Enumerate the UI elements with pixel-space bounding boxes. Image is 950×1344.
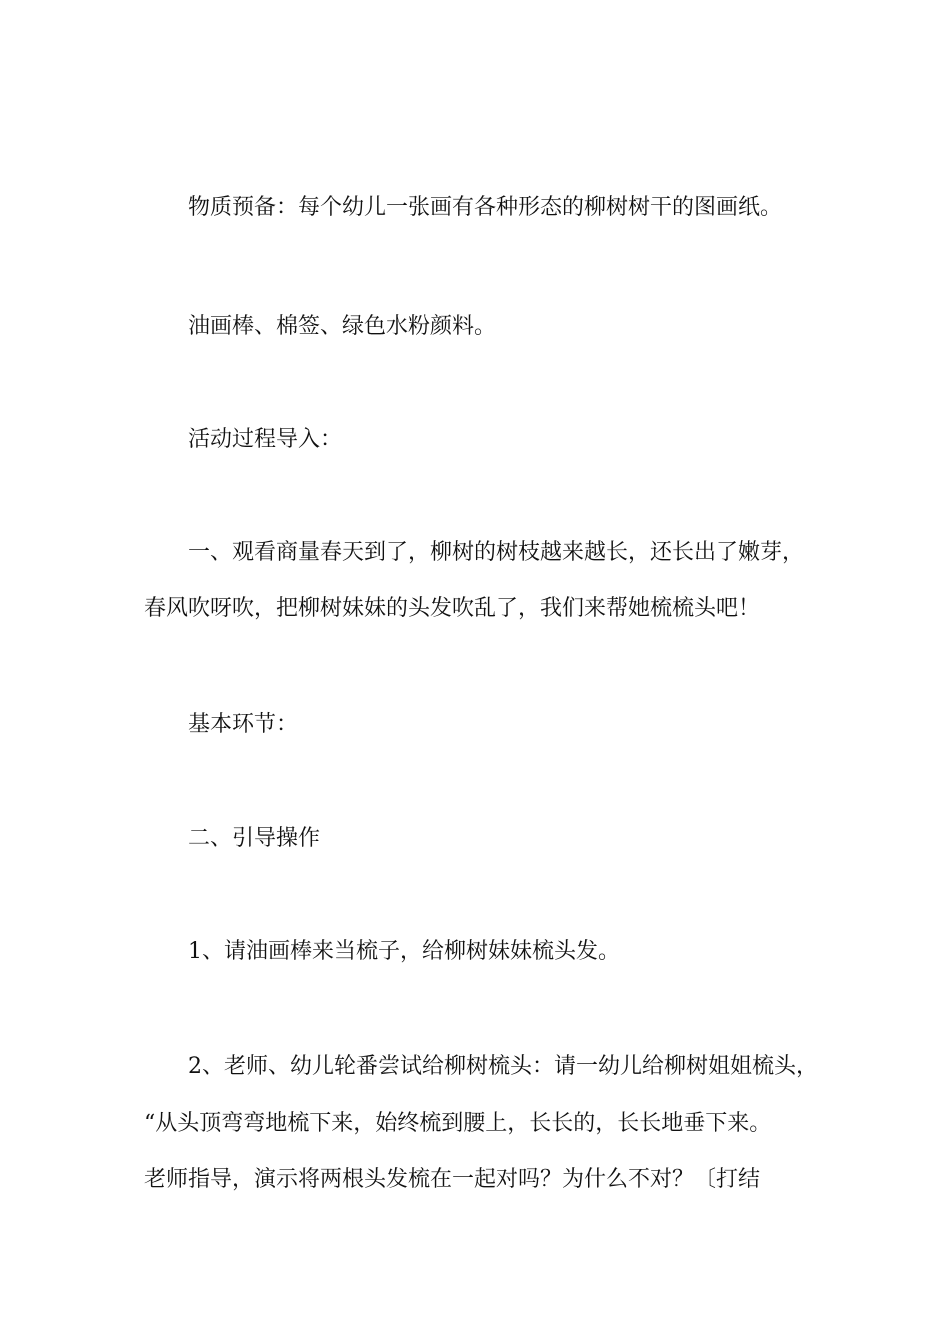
paragraph-materials: 物质预备：每个幼儿一张画有各种形态的柳树树干的图画纸。 [188, 195, 783, 220]
paragraph-step-2-line-3: 老师指导，演示将两根头发梳在一起对吗？为什么不对？〔打结 [144, 1167, 761, 1192]
paragraph-guide-heading: 二、引导操作 [188, 826, 321, 851]
paragraph-intro-line-1: 一、观看商量春天到了，柳树的树枝越来越长，还长出了嫩芽， [188, 540, 805, 565]
paragraph-step-2-line-2: “从头顶弯弯地梳下来，始终梳到腰上，长长的，长长地垂下来。 [144, 1111, 772, 1136]
paragraph-supplies: 油画棒、棉签、绿色水粉颜料。 [188, 314, 497, 339]
paragraph-intro-line-2: 春风吹呀吹，把柳树妹妹的头发吹乱了，我们来帮她梳梳头吧！ [144, 596, 761, 621]
paragraph-step-1: 1、请油画棒来当梳子，给柳树妹妹梳头发。 [188, 939, 620, 964]
paragraph-basic-heading: 基本环节： [188, 712, 299, 737]
paragraph-process-heading: 活动过程导入： [188, 427, 343, 452]
paragraph-step-2-line-1: 2、老师、幼儿轮番尝试给柳树梳头：请一幼儿给柳树姐姐梳头， [188, 1054, 818, 1079]
